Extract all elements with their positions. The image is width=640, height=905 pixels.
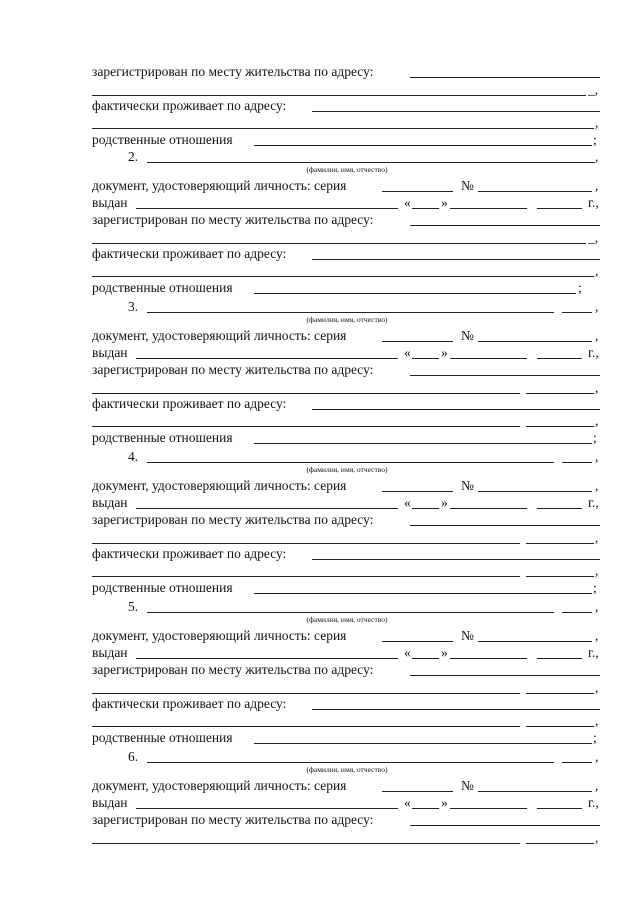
person-number: 5. [128,599,139,614]
form-row [92,148,602,166]
registered-address-line-2[interactable] [92,693,520,694]
form-row [92,477,602,495]
punctuation: , [595,749,599,764]
person-number: 2. [128,149,139,164]
form-row [92,412,602,430]
issued-label: выдан [92,345,128,360]
punctuation: , [595,115,599,130]
form-row [92,579,602,597]
form-row [92,794,602,812]
punctuation: ; [593,132,597,147]
year-line[interactable] [537,658,582,659]
day-line[interactable] [412,658,439,659]
fio-line-extra[interactable] [562,762,592,763]
form-row [92,448,602,466]
punctuation: , [595,149,599,164]
form-row [92,661,602,679]
document-number-line[interactable] [478,791,592,792]
issued-by-line[interactable] [136,208,398,209]
relation-line[interactable] [254,743,592,744]
form-row [92,562,602,580]
registered-address-line[interactable] [410,225,600,226]
document-label: документ, удостоверяющий личность: серия [92,778,347,793]
punctuation: « [404,195,411,210]
year-suffix: г., [588,495,599,510]
actual-address-line-2[interactable] [92,426,520,427]
actual-address-line[interactable] [312,259,600,260]
punctuation: _, [588,230,599,245]
issued-label: выдан [92,495,128,510]
punctuation: ; [578,280,582,295]
form-row [92,177,602,195]
punctuation: , [595,680,599,695]
month-line[interactable] [450,808,527,809]
registered-address-line[interactable] [410,77,600,78]
issued-by-line[interactable] [136,808,398,809]
punctuation: , [595,778,599,793]
form-row [92,327,602,345]
registered-address-line-2[interactable] [92,843,520,844]
punctuation: , [595,628,599,643]
registered-address-line-2[interactable] [92,243,586,244]
form-row [92,712,602,730]
fio-line[interactable] [147,762,554,763]
punctuation: , [595,178,599,193]
document-label: документ, удостоверяющий личность: серия [92,628,347,643]
year-line[interactable] [537,208,582,209]
relation-line[interactable] [254,145,592,146]
form-row [92,598,602,616]
actual-address-line-2[interactable] [92,726,520,727]
punctuation: , [595,299,599,314]
relation-line[interactable] [254,293,576,294]
actual-address-label: фактически проживает по адресу: [92,246,287,261]
number-sign: № [461,178,474,193]
punctuation: » [441,795,448,810]
punctuation: ; [593,730,597,745]
form-row [92,344,602,362]
registered-address-line[interactable] [410,675,600,676]
fio-caption: (фамилия, имя, отчество) [306,615,388,624]
registered-label: зарегистрирован по месту жительства по адресу: [92,662,374,677]
punctuation: , [595,449,599,464]
actual-address-line-2[interactable] [92,128,594,129]
fio-line[interactable] [147,312,554,313]
year-suffix: г., [588,795,599,810]
year-suffix: г., [588,195,599,210]
person-number: 4. [128,449,139,464]
relation-label: родственные отношения [92,730,233,745]
document-number-line[interactable] [478,191,592,192]
form-row [92,262,602,280]
punctuation: » [441,195,448,210]
fio-caption: (фамилия, имя, отчество) [306,315,388,324]
form-row [92,695,602,713]
fio-line-extra[interactable] [562,462,592,463]
number-sign: № [461,328,474,343]
issued-label: выдан [92,195,128,210]
form-row [92,298,602,316]
punctuation: , [595,478,599,493]
fio-caption: (фамилия, имя, отчество) [306,765,388,774]
registered-address-line[interactable] [410,525,600,526]
punctuation: , [595,263,599,278]
month-line[interactable] [450,358,527,359]
form-row [92,429,602,447]
month-line[interactable] [450,658,527,659]
punctuation: , [595,713,599,728]
form-row [92,511,602,529]
form-row [92,829,602,847]
actual-address-label: фактически проживает по адресу: [92,546,287,561]
punctuation: , [595,599,599,614]
form-row [92,279,602,297]
form-row [92,63,602,81]
registered-address-line[interactable] [410,375,600,376]
document-label: документ, удостоверяющий личность: серия [92,328,347,343]
registered-address-line[interactable] [410,825,600,826]
actual-address-label: фактически проживает по адресу: [92,396,287,411]
relation-label: родственные отношения [92,580,233,595]
actual-address-label: фактически проживает по адресу: [92,696,287,711]
fio-caption: (фамилия, имя, отчество) [306,165,388,174]
series-line[interactable] [382,791,453,792]
fio-line[interactable] [147,612,554,613]
form-row [92,748,602,766]
actual-address-line[interactable] [312,409,600,410]
document-label: документ, удостоверяющий личность: серия [92,178,347,193]
punctuation: , [595,530,599,545]
day-line[interactable] [412,208,439,209]
punctuation: ; [593,580,597,595]
punctuation: _, [588,82,599,97]
issued-label: выдан [92,795,128,810]
punctuation: , [595,563,599,578]
punctuation: » [441,345,448,360]
registered-label: зарегистрирован по месту жительства по адресу: [92,212,374,227]
person-number: 6. [128,749,139,764]
registered-address-line-3[interactable] [526,693,594,694]
series-line[interactable] [382,641,453,642]
punctuation: , [595,413,599,428]
registered-label: зарегистрирован по месту жительства по адресу: [92,512,374,527]
form-row [92,777,602,795]
series-line[interactable] [382,191,453,192]
series-line[interactable] [382,491,453,492]
form-row [92,211,602,229]
punctuation: « [404,345,411,360]
registered-address-line-3[interactable] [526,843,594,844]
registered-address-line-3[interactable] [526,393,594,394]
fio-caption: (фамилия, имя, отчество) [306,465,388,474]
month-line[interactable] [450,208,527,209]
year-suffix: г., [588,645,599,660]
fio-line-extra[interactable] [562,312,592,313]
punctuation: « [404,795,411,810]
punctuation: ; [593,430,597,445]
punctuation: « [404,495,411,510]
year-line[interactable] [537,508,582,509]
document-number-line[interactable] [478,341,592,342]
form-row [92,729,602,747]
relation-line[interactable] [254,593,592,594]
actual-address-line-3[interactable] [526,426,594,427]
registered-address-line-2[interactable] [92,543,520,544]
relation-label: родственные отношения [92,430,233,445]
number-sign: № [461,778,474,793]
registered-label: зарегистрирован по месту жительства по адресу: [92,362,374,377]
punctuation: , [595,380,599,395]
issued-by-line[interactable] [136,358,398,359]
relation-line[interactable] [254,443,592,444]
day-line[interactable] [412,358,439,359]
day-line[interactable] [412,808,439,809]
fio-line-extra[interactable] [562,612,592,613]
registered-label: зарегистрирован по месту жительства по адресу: [92,64,374,79]
year-line[interactable] [537,808,582,809]
series-line[interactable] [382,341,453,342]
issued-by-line[interactable] [136,508,398,509]
form-row [92,395,602,413]
registered-address-line-3[interactable] [526,543,594,544]
form-row [92,627,602,645]
form-row [92,97,602,115]
form-row [92,114,602,132]
actual-address-line-3[interactable] [526,576,594,577]
form-row [92,245,602,263]
relation-label: родственные отношения [92,132,233,147]
actual-address-line-3[interactable] [526,726,594,727]
form-row [92,811,602,829]
punctuation: » [441,645,448,660]
actual-address-line[interactable] [312,111,600,112]
actual-address-line[interactable] [312,709,600,710]
month-line[interactable] [450,508,527,509]
day-line[interactable] [412,508,439,509]
year-suffix: г., [588,345,599,360]
document-number-line[interactable] [478,491,592,492]
form-row [92,131,602,149]
form-row [92,361,602,379]
person-number: 3. [128,299,139,314]
form-row [92,545,602,563]
actual-address-line[interactable] [312,559,600,560]
issued-by-line[interactable] [136,658,398,659]
fio-line[interactable] [147,162,595,163]
actual-address-label: фактически проживает по адресу: [92,98,287,113]
punctuation: « [404,645,411,660]
actual-address-line-2[interactable] [92,276,594,277]
form-row [92,194,602,212]
fio-line[interactable] [147,462,554,463]
punctuation: , [595,830,599,845]
form-row [92,644,602,662]
registered-address-line-2[interactable] [92,393,520,394]
registered-address-line-2[interactable] [92,95,586,96]
document-number-line[interactable] [478,641,592,642]
number-sign: № [461,628,474,643]
document-label: документ, удостоверяющий личность: серия [92,478,347,493]
number-sign: № [461,478,474,493]
issued-label: выдан [92,645,128,660]
year-line[interactable] [537,358,582,359]
punctuation: » [441,495,448,510]
form-row [92,494,602,512]
actual-address-line-2[interactable] [92,576,520,577]
punctuation: , [595,328,599,343]
registered-label: зарегистрирован по месту жительства по адресу: [92,812,374,827]
relation-label: родственные отношения [92,280,233,295]
